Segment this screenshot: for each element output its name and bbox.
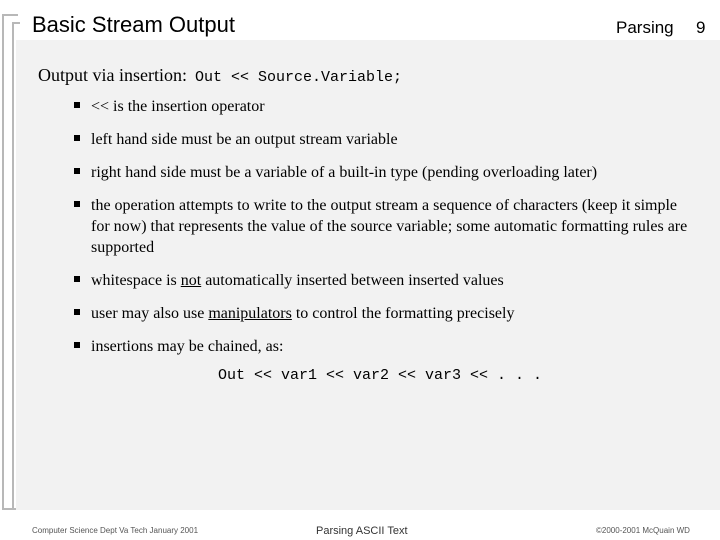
page-number: 9 <box>696 18 706 37</box>
frame-line <box>2 14 18 16</box>
bullet-marker-icon <box>74 168 80 174</box>
bullet-text: right hand side must be a variable of a built-in type (pending overloading later) <box>91 164 598 181</box>
bullet-text: user may also use <box>91 305 209 322</box>
bullet-item <box>72 96 692 117</box>
bullet-text: whitespace is <box>91 272 181 289</box>
slide-title: Basic Stream Output <box>32 12 235 37</box>
bullet-marker-icon <box>74 342 80 348</box>
bullet-item <box>72 336 692 357</box>
bullet-marker-icon <box>74 135 80 141</box>
footer-topic: Parsing ASCII Text <box>316 525 408 537</box>
bullet-item <box>72 162 692 183</box>
bullet-item <box>72 195 692 258</box>
frame-line <box>12 22 14 510</box>
bullet-text: insertions may be chained, as: <box>91 338 284 355</box>
bullet-marker-icon <box>74 276 80 282</box>
frame-line <box>2 14 4 510</box>
bullet-item <box>72 303 692 324</box>
bullet-text: the operation attempts to write to the output stream a sequence of characters (keep it simple for now) that represents the value of the source variable; some automatic formatting rules are supported <box>91 197 688 256</box>
bullet-text: automatically inserted between inserted values <box>201 272 504 289</box>
emphasis-text: not <box>180 272 202 289</box>
emphasis-text: manipulators <box>208 305 292 322</box>
footer-course: Computer Science Dept Va Tech January 2001 <box>32 526 199 535</box>
intro-code: Out << Source.Variable; <box>194 69 403 86</box>
bullet-text: << is the insertion operator <box>91 98 265 115</box>
bullet-list <box>72 96 692 357</box>
bullet-item <box>72 270 692 291</box>
bullet-text: to control the formatting precisely <box>291 305 515 322</box>
intro-line <box>38 65 402 86</box>
section-name: Parsing <box>616 18 674 37</box>
bullet-marker-icon <box>74 309 80 315</box>
code-example: Out << var1 << var2 << var3 << . . . <box>218 367 543 384</box>
bullet-marker-icon <box>74 102 80 108</box>
intro-label: Output via insertion: <box>38 65 187 85</box>
bullet-marker-icon <box>74 201 80 207</box>
bullet-item <box>72 129 692 150</box>
bullet-text: left hand side must be an output stream variable <box>91 131 398 148</box>
footer-copyright: ©2000-2001 McQuain WD <box>596 526 690 535</box>
